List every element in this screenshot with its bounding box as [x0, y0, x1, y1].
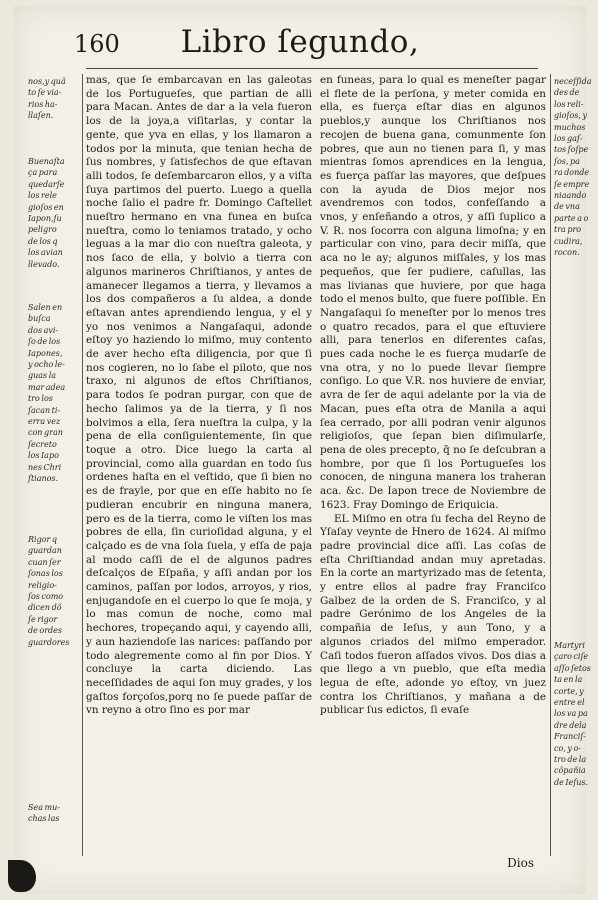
- margin-note-left-4: Rigor q guardan cuan ſer ſonas los religio- ſos como dicen dõ ſe rigor de ordes guardores: [28, 535, 70, 647]
- book-page: [14, 6, 592, 894]
- page-number: 160: [74, 30, 120, 58]
- paragraph: EL Miſmo en otra ſu fecha del Reyno de Yſaſay veynte de Hnero de 1624. Al miſmo padre provincial dice aſſi. Las coſas de eſta Chriſtiandad andan muy apretadas. En la corte an martyrizado mas de ſetenta, y entre ellos al padre fray Franciſco Galbez de la orden de S. Franciſco, y al padre Gerónimo de los Angeles de la compañia de Ieſus, y aun Tono, y a algunos criados del miſmo emperador. Caſi todos fueron aſſados vivos. Dos dias a que llego a vn pueblo, que eſta media legua de eſte, adonde yo eſtoy, vn juez contra los Chriſtianos, y mañana a de publicar ſus edictos, ſi evaſe: [320, 512, 546, 717]
- main-column-left: [86, 74, 312, 718]
- paragraph: mas, que ſe embarcavan en las galeotas de los Portugueſes, que partian de alli para Macan. Antes de dar a la vela fueron los de la joya,a viſitarlas, y contar la gente, que yva en ellas, y los llamaron a todos por la minuta, que tenian hecha de ſus nombres, y ſatisfechos de que eſtavan alli todos, ſe deſembarcaron ellos, y a viſta ſuya partimos del puerto. Luego a quella noche ſalio el padre fr. Domingo Caſtellet nueſtro hermano en vna funea en buſca nueſtra, como lo teniamos tratado, y ocho leguas a la mar dio con nueſtra galeota, y nos ſaco de ella, y bolvio a tierra con algunos marineros Chriſtianos, y antes de amanecer llegamos a tierra, y llevamos a los dos compañeros a ſu aldea, a donde eſtavan antes aprendiendo lengua, y el y yo nos venimos a Nangaſaqui, adonde eſtoy yo haziendo lo miſmo, muy contento de aver hecho eſta diligencia, por que ſi nos cogieren, no lo ſabe el piloto, que nos traxo, ni algunos de eſtos Chriſtianos, para todos ſe podran purgar, con que de hecho ſalimos ya de la tierra, y ſi nos bolvimos a ella, ſera nueſtra la culpa, y la pena de ella conſiguientemente, ſin que toque a otro. Dice luego la carta al provincial, como alla guardan en todo ſus ordenes haſta en el veſtido, que ſi bien no es de frayle, por que en eſſe habito no ſe pudieran encubrir en ninguna manera, pero es de la tierra, como le viſten los mas pobres de ella, ſin curioſidad alguna, y el calçado es de vna ſola ſuela, y eſſa de paja al modo caſſi de el de algunos padres deſcalços de Eſpaña, y aſſi andan por los caminos, paſſan por lodos, arroyos, y rios, enjugandoſe en el cuerpo lo que ſe moja, y lo mas comun de noche, como mal hechores, tropeçando aqui, y cayendo alli, y aun haziendoſe las narices: paſſando por todo alegremente como al fin por Dios. Y concluye la carta diciendo. Las neceſſidades de aqui ſon muy grades, y los gaſtos forçoſos,porq no ſe puede paſſar de vn reyno a otro ſino es por mar: [86, 74, 312, 717]
- margin-note-left-5: Sea mu- chas las: [28, 803, 60, 824]
- margin-note-right-1: neceſſida des de los reli- gioſos, y muchos los gaſ- tos ſoſpe ſos, pa ra donde ſe empre niaando de vna parte a o tra pro cudira, rocon.: [554, 77, 592, 258]
- page-corner-shadow: [8, 860, 36, 892]
- margin-note-right-2: Martyri çaro ciſe aſſo ſetos ta en la corte, y entre el los va pa dre dela Franciſ- co, y o- tro de la cõpañia de Ieſus.: [554, 641, 591, 787]
- margin-note-left-2: Buenaſta ça para quedarſe los rele gioſos en Iapon,ſu peligro de los q los avian llevado.: [28, 157, 65, 269]
- paragraph: en funeas, para lo qual es meneſter pagar el flete de la perſona, y meter comida en ella, es fuerça eſtar dias en algunos pueblos,y aunque los Chriſtianos nos recojen de buena gana, comunmente ſon pobres, que aun no tienen para ſi, y mas mientras ſomos aprendices en la lengua, es fuerça paſſar las mayores, que deſpues con la ayuda de Dios mejor nos avendremos con todos, confeſſando a vnos, y enſeñando a otros, y aſſi ſuplico a V. R. nos ſocorra con alguna limoſna; y en particular con vino, para decir miſſa, que aca no le ay; algunos miſſales, y los mas pequeños, que ſer pudiere, caſullas, las mas livianas que huviere, por que haga todo el menos bulto, que fuere poſſible. En Nangaſaqui ſo meneſter por lo menos tres o quatro recados, para el que eſtuviere alli, para tenerlos en diferentes caſas, pues cada noche le es fuerça mudarſe de vna otra, y no lo puede llevar ſiempre conſigo. Lo que V.R. nos huviere de enviar, avra de ſer de aqui adelante por la via de Macan, pues eſta otra de Manila a aqui ſea cerrado, por alli podran venir algunos religioſos, que ſepan bien diſimularſe, pena de oles precepto, q̃ no ſe deſcubran a hombre, por que ſi los Portugueſes los conocen, de ninguna manera los traheran aca. &c. De Iapon trece de Noviembre de 1623. Fray Domingo de Eriquicia.: [320, 74, 546, 511]
- column-rule-left: [82, 74, 83, 856]
- main-column-right: [320, 74, 546, 718]
- page-header: [14, 20, 586, 66]
- header-rule: [86, 68, 538, 69]
- margin-note-left-1: nos,y quã to ſe via- rios ha- llaſen.: [28, 77, 66, 121]
- margin-note-left-3: Salen en buſca dos avi- ſo de los Iapones, y ocho le- guas la mar adea tro los ſacan ti- erra vez con gran ſecreto los Iapo nes Chri ſtianos.: [28, 303, 66, 484]
- column-rule-right: [550, 74, 551, 856]
- catchword: Dios: [507, 856, 534, 870]
- running-title: Libro ſegundo,: [180, 24, 420, 60]
